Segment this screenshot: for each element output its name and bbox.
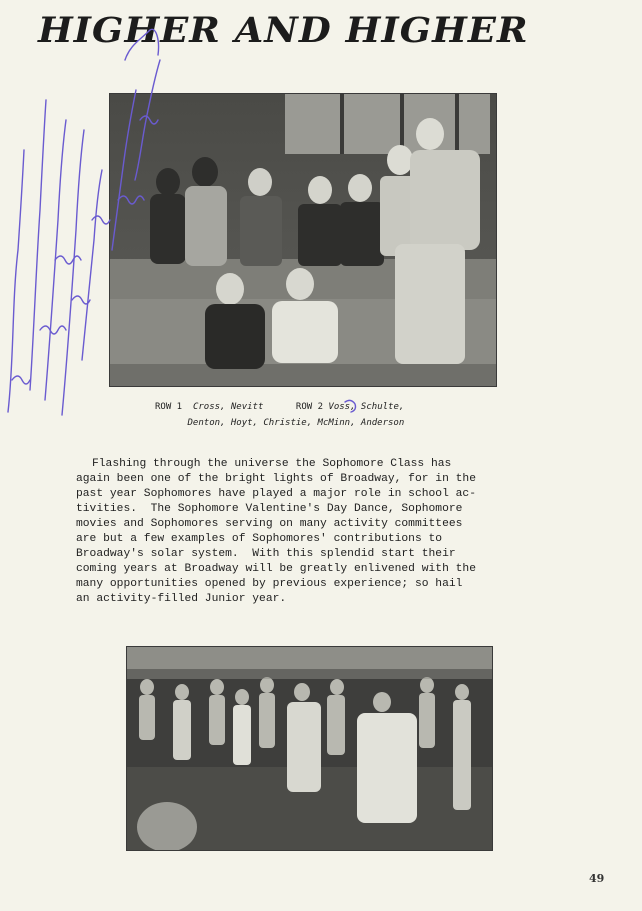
handwriting-stroke <box>30 100 46 390</box>
page-number: 49 <box>589 872 605 885</box>
handwriting-stroke <box>92 216 110 224</box>
photo-caption <box>155 399 404 431</box>
body-line: many opportunities opened by previous experience; so hail <box>76 578 463 590</box>
handwriting-stroke <box>62 130 84 415</box>
group-photo <box>109 93 497 387</box>
body-line: tivities. The Sophomore Valentine's Day Dance, Sophomore <box>76 503 463 515</box>
dance-photo <box>126 646 493 851</box>
body-line: past year Sophomores have played a major role in school ac- <box>76 488 476 500</box>
body-line: Broadway's solar system. With this splendid start their <box>76 548 456 560</box>
row2-names-line1: Voss, Schulte, <box>328 402 405 412</box>
body-line: an activity-filled Junior year. <box>76 593 287 605</box>
body-line: are but a few examples of Sophomores' contributions to <box>76 533 443 545</box>
body-line: again been one of the bright lights of Broadway, for in the <box>76 473 476 485</box>
caption-line-1 <box>155 399 404 415</box>
article-body <box>76 457 516 607</box>
body-line: Flashing through the universe the Sophomore Class has <box>92 458 452 470</box>
group-photo-image <box>110 94 496 386</box>
handwriting-stroke <box>72 296 90 304</box>
handwriting-stroke <box>12 376 30 384</box>
page-title: HIGHER AND HIGHER <box>38 10 529 51</box>
handwriting-stroke <box>8 150 24 412</box>
body-line: movies and Sophomores serving on many activity committees <box>76 518 463 530</box>
handwriting-stroke <box>45 120 66 400</box>
handwriting-stroke <box>55 256 81 264</box>
row2-names-line2: Denton, Hoyt, Christie, McMinn, Anderson <box>187 418 405 428</box>
dance-photo-image <box>127 647 492 850</box>
handwriting-stroke <box>82 170 102 360</box>
handwriting-stroke <box>40 326 66 334</box>
row1-names: Cross, Nevitt <box>192 402 264 412</box>
row2-label: ROW 2 <box>295 402 323 412</box>
row1-label: ROW 1 <box>155 402 183 412</box>
body-line: coming years at Broadway will be greatly enlivened with the <box>76 563 476 575</box>
caption-line-2 <box>155 415 404 431</box>
